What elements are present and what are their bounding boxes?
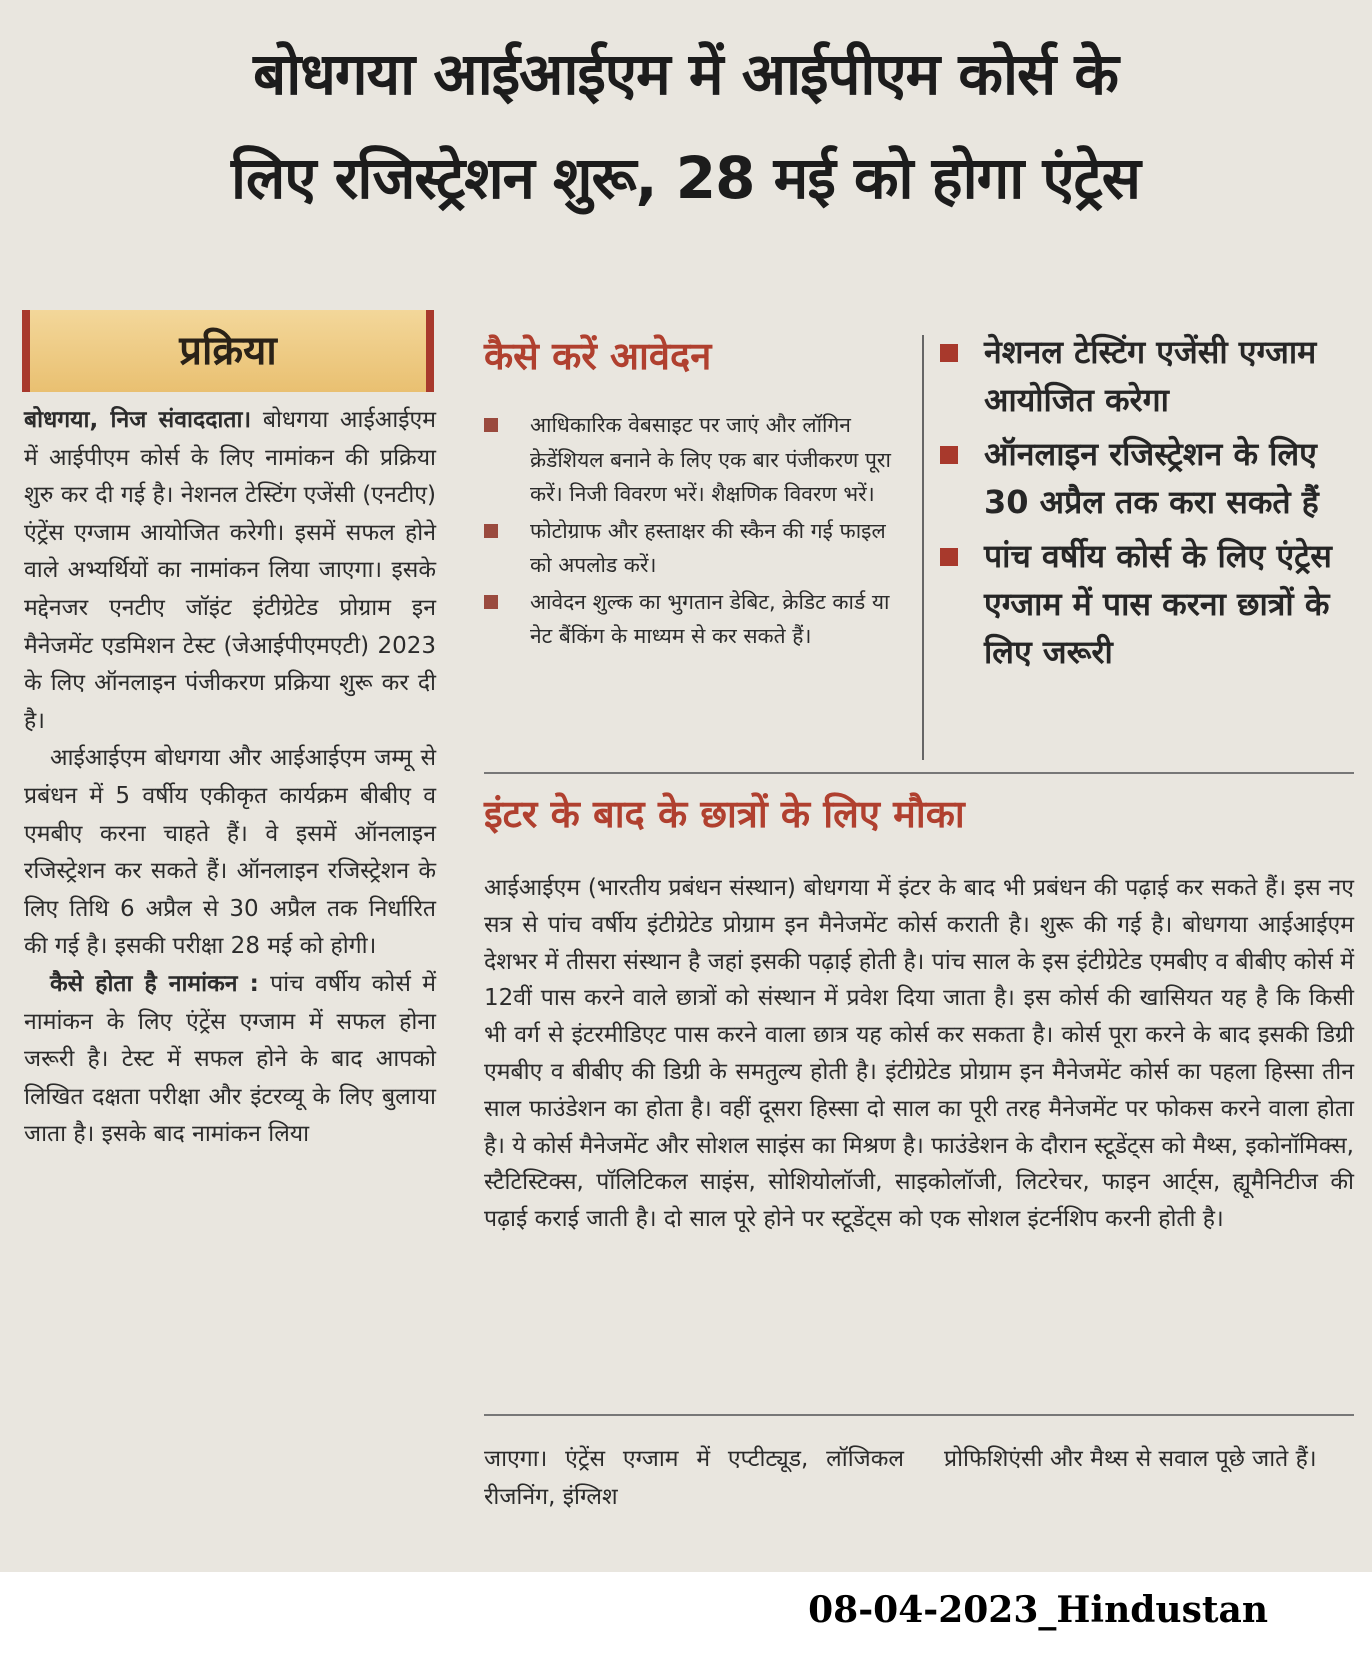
inter-title: इंटर के बाद के छात्रों के लिए मौका bbox=[484, 792, 965, 836]
column-divider bbox=[922, 335, 924, 760]
process-paragraph-2: आईआईएम बोधगया और आईआईएम जम्मू से प्रबंधन में 5 वर्षीय एकीकृत कार्यक्रम बीबीए व एमबीए करना चाहते हैं। वे इसमें ऑनलाइन रजिस्ट्रेशन कर सकते हैं। ऑनलाइन रजिस्ट्रेशन के लिए तिथि 6 अप्रैल से 30 अप्रैल तक निर्धारित की गई है। इसकी परीक्षा 28 मई को होगी। bbox=[24, 745, 436, 960]
apply-step: आवेदन शुल्क का भुगतान डेबिट, क्रेडिट कार्ड या नेट बैंकिंग के माध्यम से कर सकते हैं। bbox=[484, 585, 909, 654]
square-bullet-icon bbox=[940, 548, 958, 566]
headline-line-1: बोधगया आईआईएम में आईपीएम कोर्स के bbox=[253, 40, 1118, 108]
highlight-item: नेशनल टेस्टिंग एजेंसी एग्जाम आयोजित करेगा bbox=[940, 328, 1360, 424]
square-bullet-icon bbox=[484, 595, 498, 609]
square-bullet-icon bbox=[940, 446, 958, 464]
process-article bbox=[24, 402, 436, 1154]
process-paragraph-3 bbox=[24, 966, 436, 1154]
highlight-item: ऑनलाइन रजिस्ट्रेशन के लिए 30 अप्रैल तक करा सकते हैं bbox=[940, 430, 1360, 526]
highlight-item: पांच वर्षीय कोर्स के लिए एंट्रेस एग्जाम में पास करना छात्रों के लिए जरूरी bbox=[940, 532, 1360, 676]
apply-step: आधिकारिक वेबसाइट पर जाएं और लॉगिन क्रेडेंशियल बनाने के लिए एक बार पंजीकरण पूरा करें। निजी विवरण भरें। शैक्षणिक विवरण भरें। bbox=[484, 408, 909, 512]
section-divider bbox=[484, 1414, 1354, 1416]
headline bbox=[18, 22, 1353, 230]
continuation-col-2: प्रोफिशिएंसी और मैथ्स से सवाल पूछे जाते हैं। bbox=[944, 1446, 1317, 1472]
process-para-1-text: बोधगया आईआईएम में आईपीएम कोर्स के लिए नामांकन की प्रक्रिया शुरु कर दी गई है। नेशनल टेस्टिंग एजेंसी (एनटीए) एंट्रेंस एग्जाम आयोजित करेगी। इसमें सफल होने वाले अभ्यर्थियों का नामांकन लिया जाएगा। इसके मद्देनजर एनटीए जॉइंट इंटीग्रेटेड प्रोग्राम इन मैनेजमेंट एडमिशन टेस्ट (जेआईपीएमएटी) 2023 के लिए ऑनलाइन पंजीकरण प्रक्रिया शुरू कर दी है। bbox=[24, 407, 437, 734]
square-bullet-icon bbox=[484, 524, 498, 538]
headline-line-2: लिए रजिस्ट्रेशन शुरू, 28 मई को होगा एंट्रेस bbox=[231, 144, 1140, 212]
continuation-col-1: जाएगा। एंट्रेंस एग्जाम में एप्टीट्यूड, लॉजिकल रीजनिंग, इंग्लिश bbox=[484, 1446, 904, 1510]
section-label: प्रक्रिया bbox=[179, 328, 277, 374]
section-label-box bbox=[22, 310, 434, 392]
apply-title: कैसे करें आवेदन bbox=[484, 334, 712, 378]
section-divider bbox=[484, 772, 1354, 774]
apply-steps-list bbox=[484, 408, 909, 656]
dateline: बोधगया, निज संवाददाता। bbox=[24, 407, 252, 433]
enrollment-subhead: कैसे होता है नामांकन : bbox=[50, 970, 259, 997]
process-paragraph-1 bbox=[24, 402, 436, 740]
square-bullet-icon bbox=[940, 344, 958, 362]
source-caption: 08-04-2023_Hindustan bbox=[808, 1589, 1268, 1631]
highlights-list bbox=[940, 328, 1360, 682]
inter-article-body: आईआईएम (भारतीय प्रबंधन संस्थान) बोधगया में इंटर के बाद भी प्रबंधन की पढ़ाई कर सकते हैं। इस नए सत्र से पांच वर्षीय इंटीग्रेटेड प्रोग्राम इन मैनेजमेंट कोर्स कराती है। शुरू की गई है। बोधगया आईआईएम देशभर में तीसरा संस्थान है जहां इसकी पढ़ाई होती है। पांच साल के इस इंटीग्रेटेड एमबीए व बीबीए कोर्स में 12वीं पास करने वाले छात्रों को संस्थान में प्रवेश दिया जाता है। इस कोर्स की खासियत यह है कि किसी भी वर्ग से इंटरमीडिएट पास करने वाला छात्र यह कोर्स कर सकता है। कोर्स पूरा करने के बाद इसकी डिग्री एमबीए व बीबीए की डिग्री के समतुल्य होती है। इंटीग्रेटेड प्रोग्राम इन मैनेजमेंट कोर्स का पहला हिस्सा तीन साल फाउंडेशन का होता है। वहीं दूसरा हिस्सा दो साल का पूरी तरह मैनेजमेंट पर फोकस करने वाला होता है। ये कोर्स मैनेजमेंट और सोशल साइंस का मिश्रण है। फाउंडेशन के दौरान स्टूडेंट्स को मैथ्स, इकोनॉमिक्स, स्टैटिस्टिक्स, पॉलिटिकल साइंस, सोशियोलॉजी, साइकोलॉजी, लिटरेचर, फाइन आर्ट्स, ह्यूमैनिटीज की पढ़ाई कराई जाती है। दो साल पूरे होने पर स्टूडेंट्स को एक सोशल इंटर्नशिप करनी होती है। bbox=[484, 875, 1354, 1233]
process-para-3-text: पांच वर्षीय कोर्स में नामांकन के लिए एंट्रेंस एग्जाम में सफल होना जरूरी है। टेस्ट में सफल होने के बाद आपको लिखित दक्षता परीक्षा और इंटरव्यू के लिए बुलाया जाता है। इसके बाद नामांकन लिया bbox=[24, 970, 436, 1148]
apply-step: फोटोग्राफ और हस्ताक्षर की स्कैन की गई फाइल को अपलोड करें। bbox=[484, 514, 909, 583]
square-bullet-icon bbox=[484, 418, 498, 432]
